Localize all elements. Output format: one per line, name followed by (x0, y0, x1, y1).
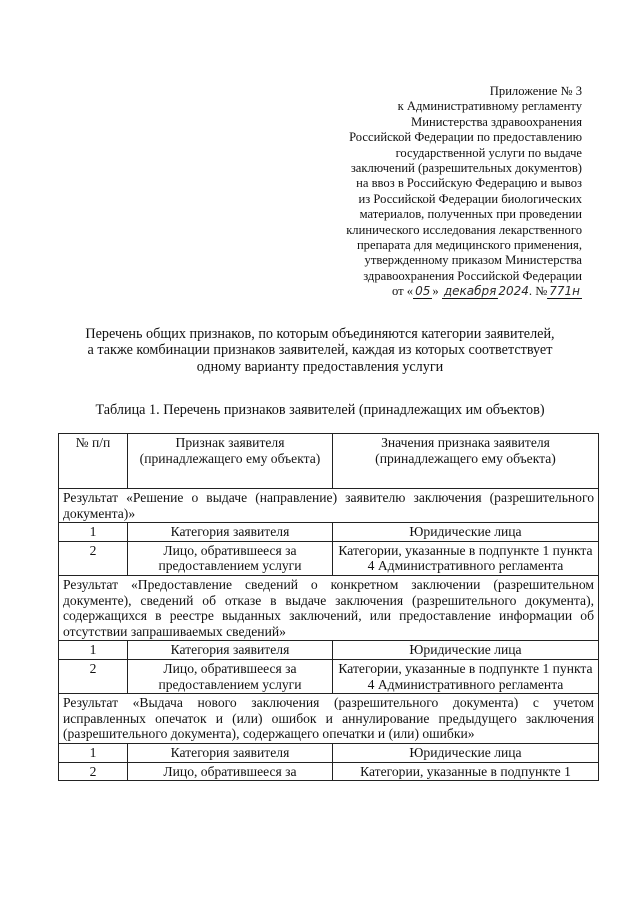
appendix-line: материалов, полученных при проведении (359, 207, 582, 222)
row-value: Категории, указанные в подпункте 1 пункта 4 Административного регламента (333, 659, 599, 693)
row-number: 2 (59, 659, 128, 693)
row-value: Юридические лица (333, 743, 599, 762)
table-row (59, 641, 599, 660)
row-value: Юридические лица (333, 523, 599, 542)
table-row (59, 659, 599, 693)
result-text: Результат «Предоставление сведений о конкретном заключении (разрешительном документе), сведений об отказе в выдаче заключения (разрешительного документа), содержащихся в реестре выданных заключений, или предоставление информации об отсутствии запрашиваемых сведений» (59, 575, 599, 640)
table-row (59, 541, 599, 575)
handwritten-day: 05 (415, 284, 431, 299)
appendix-line: к Административному регламенту (397, 99, 582, 114)
row-number: 1 (59, 641, 128, 660)
appendix-line: утвержденному приказом Министерства (364, 253, 582, 268)
order-date-line (330, 284, 582, 299)
row-value: Категории, указанные в подпункте 1 (333, 762, 599, 781)
date-prefix: от « (392, 284, 414, 299)
appendix-line: клинического исследования лекарственного (346, 222, 582, 237)
row-number: 1 (59, 523, 128, 542)
appendix-line: заключений (разрешительных документов) (350, 161, 582, 176)
heading-line: Перечень общих признаков, по которым объединяются категории заявителей, (85, 326, 555, 342)
appendix-line: здравоохранения Российской Федерации (363, 268, 582, 283)
row-attribute: Категория заявителя (128, 523, 333, 542)
result-text: Результат «Выдача нового заключения (разрешительного документа) с учетом исправленных опечаток и (или) ошибок и аннулирование предыдущего заключения (разрешительного документа), содержащего опечатки и (или) ошибки» (59, 694, 599, 744)
header-value: Значения признака заявителя (принадлежащего ему объекта) (333, 434, 599, 489)
row-number: 2 (59, 762, 128, 781)
appendix-note (330, 84, 582, 300)
appendix-line: Приложение № 3 (489, 84, 582, 98)
table-row (59, 743, 599, 762)
appendix-line: Российской Федерации по предоставлению (349, 130, 582, 145)
heading-line: а также комбинации признаков заявителей, каждая из которых соответствует (87, 342, 553, 359)
appendix-line: Министерства здравоохранения (411, 114, 582, 129)
result-text: Результат «Решение о выдаче (направление) заявителю заключения (разрешительного документа)» (59, 489, 599, 523)
handwritten-order-number: 771н (549, 284, 580, 299)
appendix-line: из Российской Федерации биологических (358, 191, 582, 206)
row-number: 2 (59, 541, 128, 575)
table-caption: Таблица 1. Перечень признаков заявителей (принадлежащих им объектов) (95, 402, 545, 418)
handwritten-month: декабря (443, 284, 497, 299)
appendix-line: на ввоз в Российскую Федерацию и вывоз (356, 176, 582, 191)
table-row (59, 762, 599, 781)
result-row (59, 694, 599, 744)
handwritten-year: 2024 (498, 284, 529, 299)
number-prefix: . № (528, 284, 548, 299)
result-row (59, 575, 599, 640)
header-attribute: Признак заявителя (принадлежащего ему объекта) (128, 434, 333, 489)
row-attribute: Категория заявителя (128, 641, 333, 660)
heading-line: одному варианту предоставления услуги (196, 358, 444, 375)
row-value: Юридические лица (333, 641, 599, 660)
row-value: Категории, указанные в подпункте 1 пункта 4 Административного регламента (333, 541, 599, 575)
row-attribute: Лицо, обратившееся за предоставлением услуги (128, 659, 333, 693)
date-mid: » (432, 284, 439, 299)
applicant-attributes-table (58, 433, 599, 781)
appendix-line: препарата для медицинского применения, (356, 238, 582, 253)
appendix-line: государственной услуги по выдаче (395, 145, 582, 160)
table-header-row (59, 434, 599, 489)
row-number: 1 (59, 743, 128, 762)
row-attribute: Лицо, обратившееся за (128, 762, 333, 781)
table-row (59, 523, 599, 542)
document-heading (40, 326, 600, 375)
header-number: № п/п (59, 434, 128, 489)
row-attribute: Категория заявителя (128, 743, 333, 762)
row-attribute: Лицо, обратившееся за предоставлением услуги (128, 541, 333, 575)
result-row (59, 489, 599, 523)
